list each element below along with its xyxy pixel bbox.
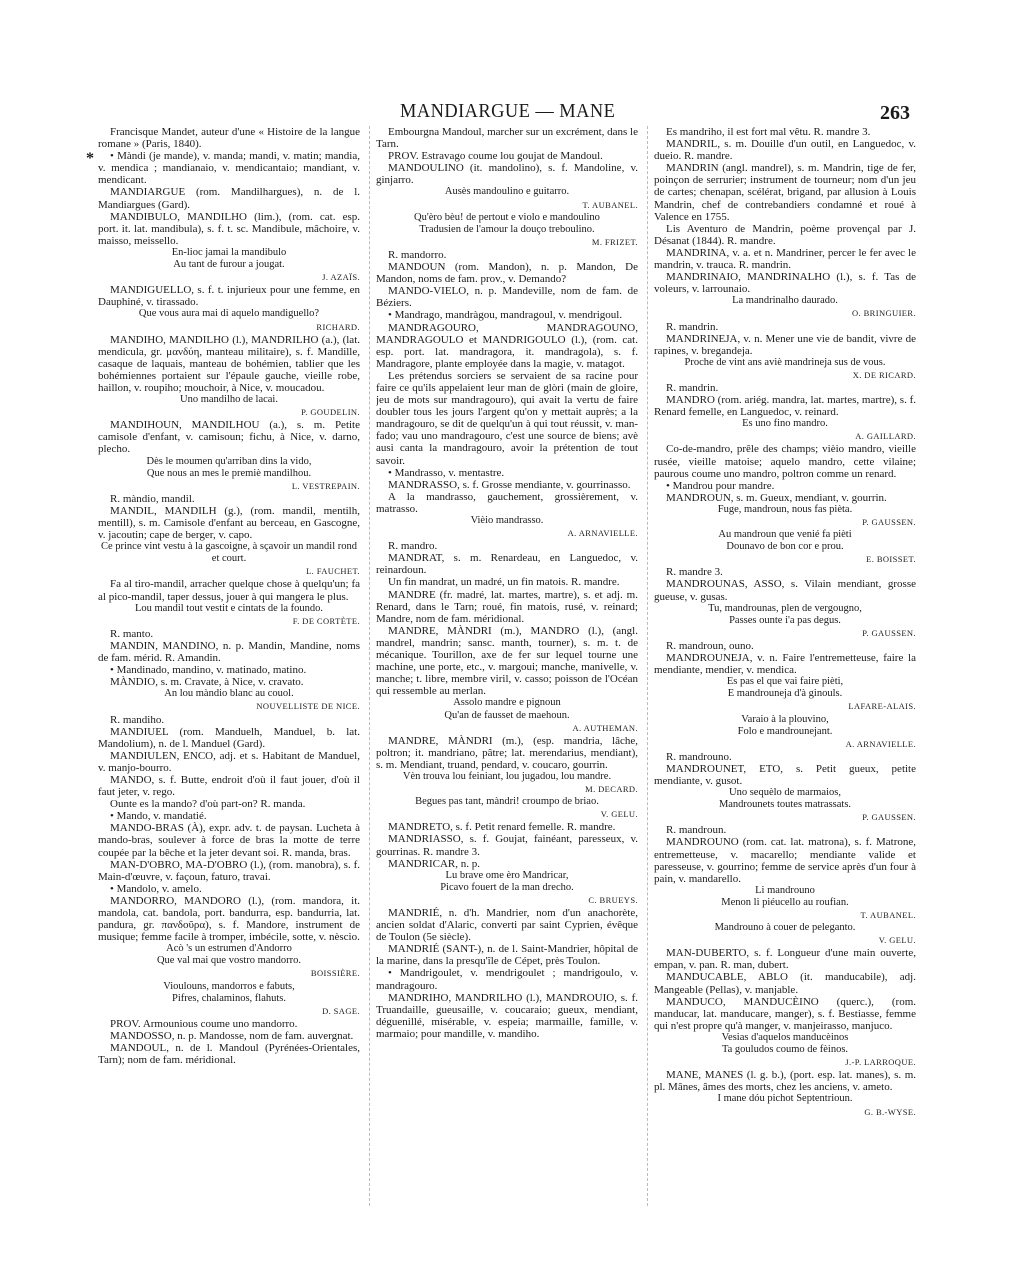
quotation-line: Ta gouludos coumo de fèinos. (721, 1044, 849, 1056)
quotation-source: F. DE CORTÈTE. (292, 615, 360, 626)
quotation-line: Folo e mandrounejant. (737, 725, 833, 737)
dictionary-entry: MANDIULEN, ENCO, adj. et s. Habitant de Manduel, v. manjo-bourro. (98, 749, 360, 774)
dictionary-entry: Un fin mandrat, un madré, un fin matois. R. mandre. (388, 576, 620, 589)
dictionary-entry: MANDORRO, MANDORO (l.), (rom. mandora, it. mandola, cat. bandola, port. bandurra, esp. bandurria, lat. pandura, gr. πανδοῦρα), s. f. Mandore, instrument de musique; femme facile à tromper, imbécile, sotte, v. nèscio. (98, 894, 360, 944)
dictionary-entry: Les prétendus sorciers se servaient de sa racine pour faire ce qu'ils appelaient leur man de glòri (main de gloire, jeu de mots sur mandragouro), qui avait la vertu de faire doubler tous les jours l'argent qu'on y mettait auprès; a la mandragouro, se dit de quelqu'un à qui tout réussit, v. man-fado; vau uno mandragouro, c'est une source de biens; avè ausi canta la mandragouro, avoir la prétention de tout savoir. (376, 369, 638, 467)
dictionary-entry: • Mandinado, mandino, v. matinado, matino. (110, 664, 307, 677)
dictionary-column-2 (376, 126, 638, 1216)
quotation-source: L. FAUCHET. (306, 566, 360, 577)
quotation-source: BOISSIÈRE. (310, 968, 360, 979)
dictionary-entry: MAN-D'OBRO, MA-D'OBRO (l.), (rom. manobra), s. f. Main-d'œuvre, v. façoun, faturo, travai. (98, 858, 360, 883)
quotation-source: P. GOUDELIN. (301, 407, 360, 418)
dictionary-entry: MANDO, s. f. Butte, endroit d'où il faut jouer, d'où il faut jeter, v. rego. (98, 773, 360, 799)
quotation-line: Vièio mandrasso. (470, 515, 544, 526)
quotation-source: NOUVELLISTE DE NICE. (256, 701, 360, 712)
quotation-source: RICHARD. (316, 321, 360, 332)
dictionary-entry: A la mandrasso, gauchement, grossièrement, v. matrasso. (376, 490, 638, 515)
quotation-line: Es pas el que vai faire pièti, (726, 676, 844, 688)
dictionary-entry: R. mandro. (388, 540, 438, 553)
dictionary-entry: MANDUCABLE, ABLO (it. manducabile), adj. Mangeable (Pellas), v. manjable. (654, 971, 916, 996)
quotation-line: Menon li piéucello au roufian. (721, 896, 849, 908)
quotation-line: Dès le moumen qu'arriban dins la vido, (146, 455, 312, 467)
dictionary-entry: MANDRO (rom. ariég. mandra, lat. martes, martre), s. f. Renard femelle, en Languedoc, v. reinard. (654, 394, 916, 419)
quotation-line: An lou màndio blanc au couol. (164, 688, 294, 700)
dictionary-entry: MANDRASSO, s. f. Grosse mendiante, v. gourrinasso. (388, 478, 631, 491)
dictionary-entry: MANDRINAIO, MANDRINALHO (l.), s. f. Tas de voleurs, v. larrounaio. (654, 271, 916, 296)
quotation-line: Tradusien de l'amour la douço treboulino. (419, 223, 595, 235)
dictionary-entry: Ounte es la mando? d'où part-on? R. manda. (110, 798, 306, 811)
dictionary-entry: R. mandiho. (110, 713, 165, 726)
dictionary-entry: MANDOUN (rom. Mandon), n. p. Mandon, De Mandon, noms de fam. prov., v. Demando? (376, 261, 638, 286)
quotation-line: Qu'èro bèu! de pertout e violo e mandoulino (414, 211, 600, 223)
quotation-line: Vioulouns, mandorros e fabuts, (163, 980, 295, 992)
dictionary-entry: MANDROUN, s. m. Gueux, mendiant, v. gourrin. (666, 491, 887, 504)
dictionary-entry: MANDO-VIELO, n. p. Mandeville, nom de fam. de Béziers. (376, 285, 638, 310)
quotation-line: La mandrinalho daurado. (732, 295, 838, 307)
quotation-source: T. AUBANEL. (860, 910, 916, 920)
dictionary-entry: Co-de-mandro, prêle des champs; vièio mandro, vieille rusée, vieille matoise; aquelo mandro, cette vilaine; paurous coume uno mandro, poltron comme un renard. (654, 443, 916, 480)
dictionary-entry: R. mandroun, ouno. (666, 639, 754, 652)
quotation-line: Vesias d'aquelos manducèinos (721, 1031, 849, 1043)
dictionary-entry: MANDRE, MÀNDRI (m.), (esp. mandria, lâche, poltron; it. mandriano, pâtre; lat. merendarius, mendiant), s. m. Mendiant, truand, pendard, v. coucaro, gourrin. (376, 734, 638, 771)
dictionary-entry: MANDROUNAS, ASSO, s. Vilain mendiant, grosse gueuse, v. gusas. (654, 578, 916, 603)
dictionary-entry: MANDIHOUN, MANDILHOU (a.), s. m. Petite camisole d'enfant, v. camisoun; fichu, à Nice, v. darno, plecho. (98, 419, 360, 456)
quotation-source: V. GELU. (600, 809, 638, 820)
dictionary-entry: MANE, MANES (l. g. b.), (port. esp. lat. manes), s. m. pl. Mânes, âmes des morts, chez les anciens, v. ameto. (654, 1069, 916, 1094)
dictionary-entry: R. mandorro. (388, 248, 447, 261)
dictionary-entry: MANDIBULO, MANDILHO (lim.), (rom. cat. esp. port. it. lat. mandibula), s. f. t. sc. Mandibule, mâchoire, v. maisso, meissello. (98, 210, 360, 247)
dictionary-entry: R. mandre 3. (666, 566, 723, 579)
dictionary-entry: MANDRICAR, n. p. (388, 857, 480, 870)
quotation-line: Assolo mandre e pignoun (453, 697, 561, 709)
dictionary-entry: MANDROUNO (rom. cat. lat. matrona), s. f. Matrone, entremetteuse, v. macarello; mendiante valide et paresseuse, v. gourrino; femme de service après d'un four à pain, v. mandarello. (654, 836, 916, 885)
dictionary-entry: • Mandrigoulet, v. mendrigoulet ; mandrigoulo, v. mandragouro. (376, 967, 638, 992)
quotation-source: X. DE RICARD. (852, 369, 916, 380)
quotation-line: Ce prince vint vestu à la gascoigne, à sçavoir un mandil rond et court. (100, 541, 357, 565)
dictionary-entry: MANDRIHO, MANDRILHO (l.), MANDROUIO, s. f. Truandaille, gueusaille, v. coucaraio; gueux, mendiant, déguenillé, misérable, v. espeia; marmaille, famille, v. marmaio; pour mandille, v. mandiho. (376, 991, 638, 1040)
dictionary-entry: MANDROUNEJA, v. n. Faire l'entremetteuse, faire la mendiante, mendier, v. mendica. (654, 652, 916, 677)
dictionary-entry: • Mandrago, mandràgou, mandragoul, v. mendrigoul. (388, 309, 623, 322)
quotation-source: LAFARE-ALAIS. (848, 701, 916, 712)
dictionary-entry: • Màndi (je mande), v. manda; mandi, v. matin; mandia, v. mendica ; mandianaio, v. mendicantaio; mandiant, v. mendicant. (98, 150, 360, 187)
quotation-line: Uno mandilho de lacai. (180, 394, 278, 406)
quotation-source: M. FRIZET. (591, 236, 638, 247)
quotation-line: Varaio à la plouvino, (741, 713, 829, 725)
quotation-source: O. BRINGUIER. (852, 308, 916, 319)
dictionary-entry: MANDIUEL (rom. Manduelh, Manduel, b. lat. Mandolium), n. de l. Manduel (Gard). (98, 725, 360, 750)
running-title: MANDIARGUE — MANE (400, 100, 616, 122)
dictionary-entry: MANDRETO, s. f. Petit renard femelle. R. mandre. (388, 821, 616, 834)
quotation-source: E. BOISSET. (866, 554, 916, 565)
quotation-source: T. AUBANEL. (582, 199, 638, 210)
dictionary-entry: • Mando, v. mandatié. (110, 810, 207, 823)
quotation-line: En-lioc jamai la mandibulo (171, 246, 287, 258)
dictionary-entry: R. manto. (110, 627, 154, 640)
quotation-line: Que val mai que vostro mandorro. (156, 955, 302, 967)
quotation-source: G. B.-WYSE. (864, 1106, 916, 1117)
dictionary-entry: Es mandriho, il est fort mal vêtu. R. mandre 3. (666, 126, 871, 138)
dictionary-entry: Fa al tiro-mandil, arracher quelque chose à quelqu'un; fa al pico-mandil, taper dessus, jouer à qui mangera le plus. (98, 578, 360, 603)
quotation-line: Li mandrouno (755, 884, 815, 896)
dictionary-entry: MÀNDIO, s. m. Cravate, à Nice, v. cravato. (110, 676, 304, 689)
dictionary-entry: MANDRIL, s. m. Douille d'un outil, en Languedoc, v. dueio. R. mandre. (654, 138, 916, 163)
dictionary-entry: MANDOUL, n. de l. Mandoul (Pyrénées-Orientales, Tarn); nom de fam. méridional. (98, 1042, 360, 1067)
dictionary-entry: Lis Aventuro de Mandrin, poème provençal par J. Désanat (1844). R. mandre. (654, 222, 916, 247)
margin-asterisk: * (86, 150, 94, 167)
quotation-source: P. GAUSSEN. (862, 517, 916, 527)
dictionary-entry: PROV. Armounious coume uno mandorro. (110, 1017, 298, 1030)
dictionary-entry: R. màndio, mandil. (110, 492, 195, 505)
dictionary-entry: MANDRINA, v. a. et n. Mandriner, percer le fer avec le mandrin, v. trauca. R. mandrin. (654, 246, 916, 272)
dictionary-entry: R. mandrin. (666, 381, 719, 394)
quotation-line: Passes ounte i'a pas degus. (729, 614, 841, 626)
dictionary-entry: • Mandrasso, v. mentastre. (388, 466, 505, 479)
quotation-source: A. AUTHEMAN. (572, 722, 638, 733)
dictionary-entry: MANDIL, MANDILH (g.), (rom. mandil, mentilh, mentill), s. m. Camisole d'enfant au berceau, en Gascogne, v. jacoutin; cape de berger, v. capo. (98, 504, 360, 542)
dictionary-entry: MANDRE, MÀNDRI (m.), MANDRO (l.), (angl. mandrel, mandrin; sansc. manth, tourner), s. m. t. de mécanique. Tourillon, axe de fer sur lequel tourne une machine, une porte, etc., v. margoui; manche, manivelle, v. manche; t. libre, membre viril, v. casso; poisson de l'Océan qui ressemble au merlan. (376, 624, 638, 698)
quotation-source: M. DECARD. (585, 784, 638, 795)
quotation-line: Que nous an mes le premiè mandilhou. (146, 467, 312, 479)
quotation-line: Pifres, chalaminos, flahuts. (171, 992, 287, 1004)
quotation-line: Uno sequèlo de marmaios, (729, 787, 841, 799)
dictionary-entry: MANDUCO, MANDUCÈINO (querc.), (rom. manducar, lat. manducare, manger), s. f. Bestiasse, femme qui n'est propre qu'à manger, v. manjeirasso, manjuco. (654, 995, 916, 1032)
quotation-line: Qu'an de fausset de maehoun. (444, 709, 570, 721)
quotation-line: Que vous aura mai di aquelo mandiguello? (138, 308, 320, 320)
dictionary-entry: MANDRIASSO, s. f. Goujat, fainéant, paresseux, v. gourrinas. R. mandre 3. (376, 833, 638, 858)
dictionary-entry: MANDRAGOURO, MANDRAGOUNO, MANDRAGOULO et MANDRIGOULO (l.), (rom. cat. esp. port. lat. mandragora, it. mandragola), s. f. Mandragore, plante employée dans la magie, v. matagot. (376, 321, 638, 370)
dictionary-entry: MANDIARGUE (rom. Mandilhargues), n. de l. Mandiargues (Gard). (98, 186, 360, 211)
dictionary-entry: MANDRINEJA, v. n. Mener une vie de bandit, vivre de rapines, v. bregandeja. (654, 332, 916, 357)
quotation-line: Dounavo de bon cor e prou. (726, 541, 844, 553)
quotation-line: E mandrouneja d'à ginouls. (727, 688, 843, 700)
quotation-source: D. SAGE. (322, 1005, 360, 1016)
dictionary-entry: MAN-DUBERTO, s. f. Longueur d'une main ouverte, empan, v. pan. R. man, dubert. (654, 947, 916, 972)
dictionary-entry: Francisque Mandet, auteur d'une « Histoire de la langue romane » (Paris, 1840). (98, 126, 360, 151)
quotation-line: Acò 's un estrumen d'Andorro (166, 943, 292, 955)
dictionary-entry: MANDRIÉ, n. d'h. Mandrier, nom d'un anachorète, ancien soldat d'Alaric, converti par saint Cyprien, évêque de Toulon (5e siècle). (376, 907, 638, 944)
dictionary-entry: MANDRAT, s. m. Renardeau, en Languedoc, v. reinardoun. (376, 552, 638, 577)
quotation-source: J.-P. LARROQUE. (845, 1057, 916, 1068)
quotation-source: A. GAILLARD. (855, 431, 916, 442)
dictionary-entry: MANDIHO, MANDILHO (l.), MANDRILHO (a.), (lat. mendicula, gr. μανδύη, manteau militaire), s. f. Mandille, casaque de laquais, manteau de bohémien, tablier que les bohémiennes portaient sur l'épaule gauche, vieille robe, haillon, v. roupiho; mouchoir, à Nice, v. moucadou. (98, 333, 360, 394)
quotation-line: Begues pas tant, màndri! croumpo de briao. (415, 796, 599, 808)
dictionary-entry: MANDO-BRAS (À), expr. adv. t. de paysan. Lucheta à mando-bras, soulever à force de bras la motte de terre coupée par la bêche et la jeter devant soi. R. manda, bras. (98, 822, 360, 859)
quotation-source: C. BRUEYS. (588, 894, 638, 905)
quotation-source: A. ARNAVIELLE. (567, 528, 638, 539)
dictionary-entry: MANDRIÉ (SANT-), n. de l. Saint-Mandrier, hôpital de la marine, dans la presqu'île de Cépet, près Toulon. (376, 943, 638, 968)
dictionary-entry: R. mandrouno. (666, 750, 732, 763)
dictionary-entry: • Mandrou pour mandre. (666, 479, 775, 492)
dictionary-entry: R. mandroun. (666, 824, 727, 837)
dictionary-entry: MANDIN, MANDINO, n. p. Mandin, Mandine, noms de fam. mérid. R. Amandin. (98, 639, 360, 665)
column-divider (369, 126, 370, 1206)
dictionary-column-1 (98, 126, 360, 1216)
quotation-source: P. GAUSSEN. (862, 627, 916, 638)
dictionary-entry: • Mandolo, v. amelo. (110, 882, 202, 895)
dictionary-entry: MANDRE (fr. madré, lat. martes, martre), s. et adj. m. Renard, dans le Tarn; roué, fin matois, rusé, v. reinard; Mandre, nom de fam. méridional. (376, 588, 638, 625)
dictionary-entry: MANDOULINO (it. mandolino), s. f. Mandoline, v. ginjarro. (376, 162, 638, 187)
dictionary-entry: Embourgna Mandoul, marcher sur un excrément, dans le Tarn. (376, 126, 638, 151)
quotation-line: Lu brave ome èro Mandricar, (445, 869, 569, 881)
quotation-line: Es uno fino mandro. (742, 418, 828, 430)
dictionary-entry: MANDOSSO, n. p. Mandosse, nom de fam. auvergnat. (110, 1029, 354, 1042)
dictionary-entry: MANDRIN (angl. mandrel), s. m. Mandrin, tige de fer, poinçon de serrurier; instrument de tourneur; nom d'un jeu de cartes; chenapan, scélérat, brigand, par allusion à Louis Mandrin, chef de contrebandiers condamné et roué à Valence en 1755. (654, 162, 916, 223)
quotation-source: A. ARNAVIELLE. (845, 738, 916, 749)
quotation-line: Mandrouno à couer de peleganto. (714, 922, 856, 934)
quotation-line: Mandrounets toutes matrassats. (718, 799, 852, 811)
quotation-source: P. GAUSSEN. (862, 812, 916, 823)
dictionary-entry: MANDIGUELLO, s. f. t. injurieux pour une femme, en Dauphiné, v. tirassado. (98, 284, 360, 309)
quotation-source: L. VESTREPAIN. (291, 480, 360, 491)
quotation-line: Tu, mandrounas, plen de vergougno, (708, 602, 862, 614)
quotation-source: J. AZAÏS. (322, 272, 360, 283)
quotation-line: I mane dóu pichot Septentrioun. (717, 1093, 853, 1105)
quotation-line: Picavo fouert de la man drecho. (440, 881, 574, 893)
quotation-line: Vèn trouva lou feiniant, lou jugadou, lou mandre. (402, 770, 612, 782)
quotation-line: Proche de vint ans aviè mandrineja sus de vous. (684, 356, 886, 368)
dictionary-column-3 (654, 126, 916, 1216)
page-number: 263 (880, 102, 910, 124)
quotation-source: V. GELU. (878, 935, 916, 946)
quotation-line: Fuge, mandroun, nous fas pièta. (717, 503, 853, 515)
quotation-line: Au tant de furour a jougat. (173, 259, 285, 271)
quotation-line: Lou mandil tout vestit e cintats de la foundo. (134, 602, 324, 614)
dictionary-entry: MANDROUNET, ETO, s. Petit gueux, petite mendiante, v. gusot. (654, 762, 916, 787)
quotation-line: Au mandroun que venié fa pièti (718, 529, 852, 541)
quotation-line: Ausès mandoulino e guitarro. (444, 186, 570, 198)
dictionary-entry: R. mandrin. (666, 320, 719, 333)
dictionary-entry: PROV. Estravago coume lou goujat de Mandoul. (388, 150, 603, 163)
column-divider (647, 126, 648, 1206)
